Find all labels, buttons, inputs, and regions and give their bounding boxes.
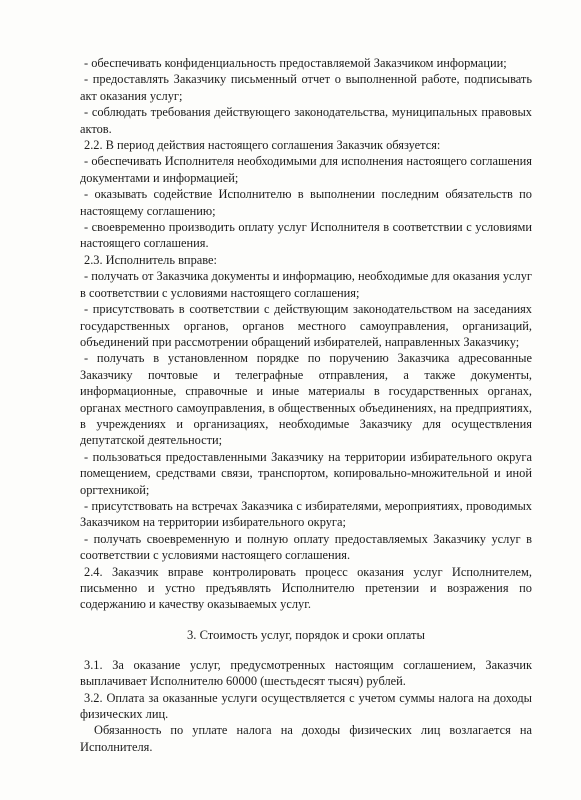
list-item: - пользоваться предоставленными Заказчику на территории избирательного округа помещением, средствами связи, транспортом, копировально-множительной и иной оргтехникой;	[80, 449, 532, 497]
clause-3-1: 3.1. За оказание услуг, предусмотренных настоящим соглашением, Заказчик выплачивает Исполнителю 60000 (шестьдесят тысяч) рублей.	[80, 657, 532, 689]
clause-2-3: 2.3. Исполнитель вправе:	[84, 252, 217, 267]
clause-2-4: 2.4. Заказчик вправе контролировать процесс оказания услуг Исполнителем, письменно и устно предъявлять Исполнителю претензии и возражения по содержанию и качеству оказываемых услуг.	[80, 564, 532, 612]
list-item: - предоставлять Заказчику письменный отчет о выполненной работе, подписывать акт оказания услуг;	[80, 72, 532, 103]
list-item: - присутствовать на встречах Заказчика с избирателями, мероприятиях, проводимых Заказчиком на территории избирательного округа;	[80, 498, 532, 530]
tax-obligation-paragraph: Обязанность по уплате налога на доходы физических лиц возлагается на Исполнителя.	[80, 723, 532, 754]
list-item: - получать от Заказчика документы и информацию, необходимые для оказания услуг в соответствии с условиями настоящего соглашения;	[80, 269, 532, 300]
clause-3-2: 3.2. Оплата за оказанные услуги осуществляется с учетом суммы налога на доходы физических лиц.	[80, 690, 532, 722]
list-item: - получать в установленном порядке по поручению Заказчика адресованные Заказчику почтовые и телеграфные отправления, а также документы, информационные, справочные и иные материалы в государственных органах, органах местного самоуправления, в общественных объединениях, на предприятиях, в учреждениях и организациях, необходимые Заказчику для осуществления депутатской деятельности;	[80, 351, 532, 448]
clause-2-2: 2.2. В период действия настоящего соглашения Заказчик обязуется:	[84, 138, 441, 153]
section-3-heading: 3. Стоимость услуг, порядок и сроки оплаты	[186, 627, 425, 642]
list-item: - обеспечивать конфиденциальность предоставляемой Заказчиком информации;	[84, 56, 507, 70]
list-item: - присутствовать в соответствии с действующим законодательством на заседаниях государственных органов, органов местного самоуправления, организаций, объединений при рассмотрении обращений избирателей, направленных Заказчику;	[80, 302, 532, 349]
list-item: - своевременно производить оплату услуг Исполнителя в соответствии с условиями настоящего соглашения.	[80, 220, 532, 251]
list-item: - соблюдать требования действующего законодательства, муниципальных правовых актов.	[80, 105, 532, 136]
document-body	[80, 55, 532, 755]
list-item: - получать своевременную и полную оплату предоставляемых Заказчику услуг в соответствии с условиями настоящего соглашения.	[80, 531, 532, 563]
list-item: - оказывать содействие Исполнителю в выполнении последним обязательств по настоящему соглашению;	[80, 187, 532, 218]
list-item: - обеспечивать Исполнителя необходимыми для исполнения настоящего соглашения документами и информацией;	[80, 154, 532, 185]
